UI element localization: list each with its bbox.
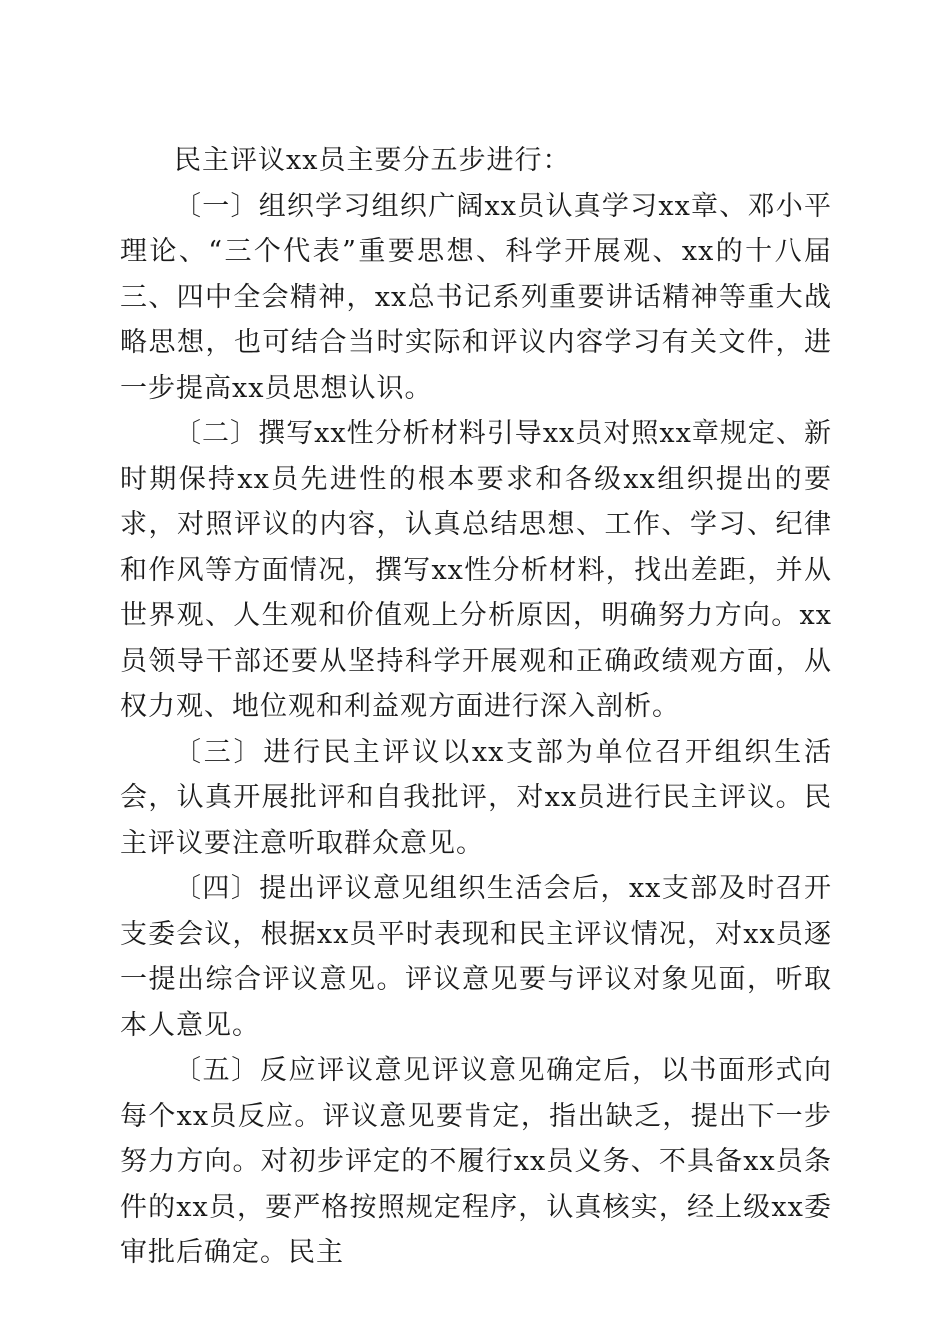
paragraph-step-3: 〔三〕进行民主评议以xx支部为单位召开组织生活会，认真开展批评和自我批评，对xx员进行民主评议。民主评议要注意听取群众意见。 [120,736,832,859]
paragraph-intro: 民主评议xx员主要分五步进行： [174,145,571,176]
paragraph-step-2: 〔二〕撰写xx性分析材料引导xx员对照xx章规定、新时期保持xx员先进性的根本要求和各级xx组织提出的要求，对照评议的内容，认真总结思想、工作、学习、纪律和作风等方面情况，撰写xx性分析材料，找出差距，并从世界观、人生观和价值观上分析原因，明确努力方向。xx员领导干部还要从坚持科学开展观和正确政绩观方面，从权力观、地位观和利益观方面进行深入剖析。 [120,418,832,722]
paragraph-step-5: 〔五〕反应评议意见评议意见确定后，以书面形式向每个xx员反应。评议意见要肯定，指出缺乏，提出下一步努力方向。对初步评定的不履行xx员义务、不具备xx员条件的xx员，要严格按照规定程序，认真核实，经上级xx委审批后确定。民主 [120,1055,832,1268]
paragraph-step-1: 〔一〕组织学习组织广阔xx员认真学习xx章、邓小平理论、“三个代表”重要思想、科学开展观、xx的十八届三、四中全会精神，xx总书记系列重要讲话精神等重大战略思想，也可结合当时实际和评议内容学习有关文件，进一步提高xx员思想认识。 [120,190,832,404]
document-body [120,138,832,1276]
paragraph-step-4: 〔四〕提出评议意见组织生活会后，xx支部及时召开支委会议，根据xx员平时表现和民主评议情况，对xx员逐一提出综合评议意见。评议意见要与评议对象见面，听取本人意见。 [120,873,832,1041]
